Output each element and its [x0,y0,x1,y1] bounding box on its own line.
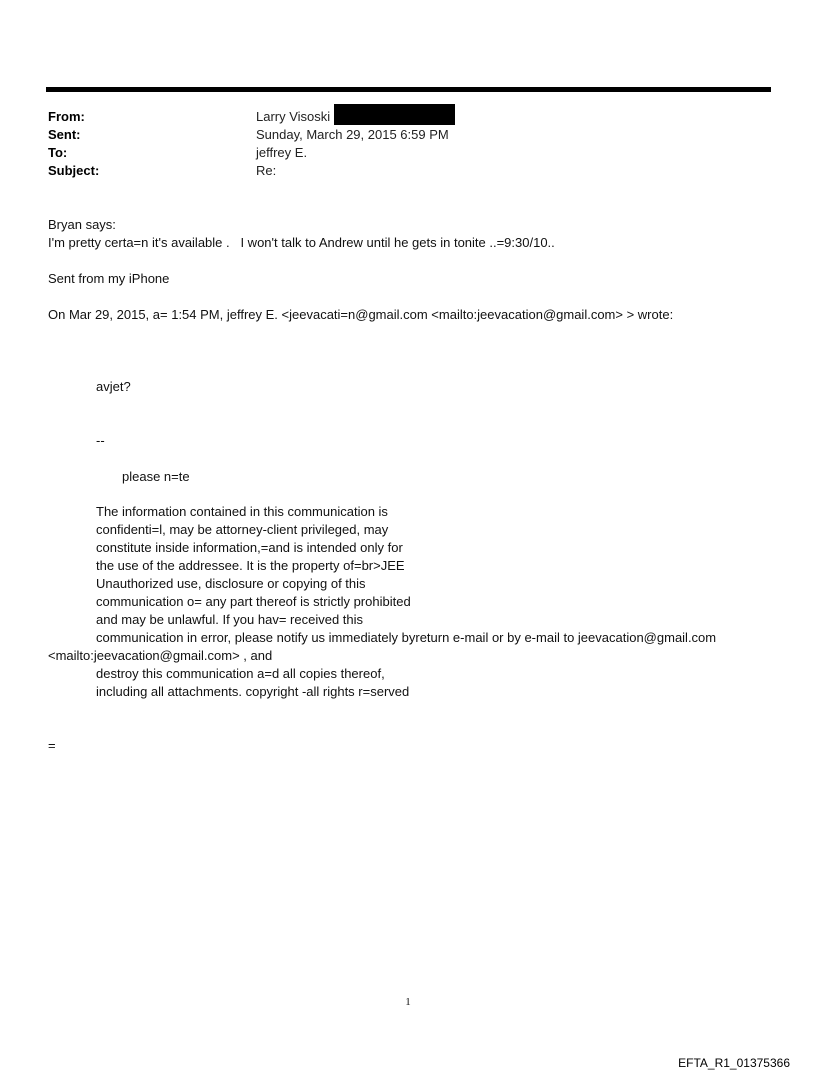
from-row [48,108,455,126]
quote-intro: On Mar 29, 2015, a= 1:54 PM, jeffrey E. <jeevacati=n@gmail.com <mailto:jeevacation@gmail.com> > wrote: [48,307,674,322]
sent-label: Sent: [48,127,81,142]
please-note: please n=te [122,469,190,484]
redaction-box [334,104,455,125]
to-value: jeffrey E. [256,145,308,160]
quoted-dashes: -- [96,433,105,448]
from-value [256,108,455,126]
disclaimer-line: including all attachments. copyright -all rights r=served [96,684,410,699]
email-header [48,108,455,180]
to-row [48,144,455,162]
disclaimer-line: confidenti=l, may be attorney-client privileged, may [96,522,389,537]
sent-from-signature: Sent from my iPhone [48,271,170,286]
quoted-avjet: avjet? [96,379,131,394]
disclaimer-line: Unauthorized use, disclosure or copying of this [96,576,366,591]
subject-row [48,162,455,180]
subject-label: Subject: [48,163,100,178]
header-divider [46,87,771,92]
disclaimer-line: constitute inside information,=and is intended only for [96,540,403,555]
subject-value: Re: [256,163,277,178]
disclaimer-line: the use of the addressee. It is the property of=br>JEE [96,558,405,573]
from-label: From: [48,109,85,124]
page-number: 1 [405,996,411,1008]
disclaimer-line: The information contained in this communication is [96,504,388,519]
document-id: EFTA_R1_01375366 [678,1056,790,1070]
mailto-line: <mailto:jeevacation@gmail.com> , and [48,648,273,663]
sender-name: Larry Visoski [256,109,331,124]
disclaimer-line: destroy this communication a=d all copies thereof, [96,666,385,681]
sent-row [48,126,455,144]
to-label: To: [48,145,68,160]
sent-value: Sunday, March 29, 2015 6:59 PM [256,127,449,142]
trailing-equals: = [48,738,56,753]
body-line-bryan: Bryan says: [48,217,116,232]
disclaimer-line: communication in error, please notify us immediately byreturn e-mail or by e-mail to jeevacation@gmail.com [96,630,717,645]
body-line-certain: I'm pretty certa=n it's available . I won't talk to Andrew until he gets in tonite ..=9:30/10.. [48,235,555,250]
disclaimer-line: communication o= any part thereof is strictly prohibited [96,594,411,609]
disclaimer-line: and may be unlawful. If you hav= received this [96,612,364,627]
